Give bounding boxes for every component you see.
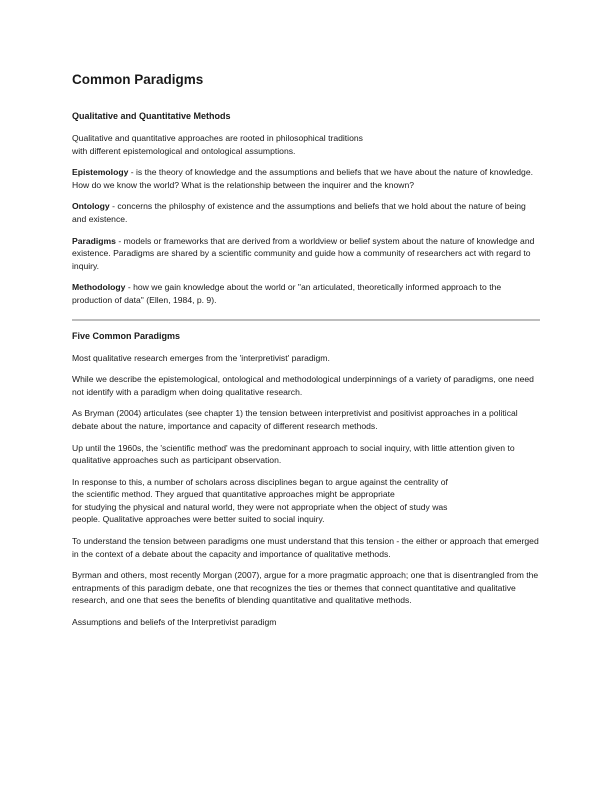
page-title: Common Paradigms <box>72 72 204 87</box>
intro-paragraph <box>72 132 542 157</box>
body-paragraph: As Bryman (2004) articulates (see chapter 1) the tension between interpretivist and positivist approaches in a political debate about the nature, importance and capacity of different research methods. <box>72 408 518 431</box>
definition-text: - models or frameworks that are derived from a worldview or belief system about the nature of knowledge and existence. Paradigms are shared by a scientific community and guide how a community of researchers act with regard to inquiry. <box>72 235 535 271</box>
document-body <box>72 71 542 638</box>
definition-term: Methodology <box>72 282 126 293</box>
intro-line: Qualitative and quantitative approaches are rooted in philosophical traditions <box>72 133 363 143</box>
body-paragraph: Byrman and others, most recently Morgan (2007), argue for a more pragmatic approach; one that is disentrangled from the entrapments of this paradigm debate, one that recognizes the ties or themes that connect quantitative and qualitative research, and one that sees the benefits of blending quantitative and qualitative methods. <box>72 570 539 606</box>
definition-epistemology <box>72 166 542 191</box>
response-paragraph <box>72 476 542 526</box>
body-paragraph: To understand the tension between paradigms one must understand that this tension - the either or approach that emerged in the context of a debate about the capacity and importance of qualitative methods. <box>72 536 539 559</box>
section-divider <box>72 319 540 321</box>
definition-text: - how we gain knowledge about the world or "an articulated, theoretically informed approach to the production of data" (Ellen, 1984, p. 9). <box>72 282 502 305</box>
section-heading-paradigms: Five Common Paradigms <box>72 330 181 341</box>
definition-ontology <box>72 200 542 225</box>
response-line: for studying the physical and natural world, they were not appropriate when the object of study was <box>72 501 448 512</box>
subsection-label: Assumptions and beliefs of the Interpretivist paradigm <box>72 617 277 628</box>
response-line: the scientific method. They argued that quantitative approaches might be appropriate <box>72 489 395 500</box>
definition-term: Paradigms <box>72 235 116 246</box>
definition-paradigms <box>72 235 542 273</box>
definition-text: - is the theory of knowledge and the assumptions and beliefs that we have about the nature of knowledge. How do we know the world? What is the relationship between the inquirer and the known? <box>72 167 534 190</box>
response-line: people. Qualitative approaches were better suited to social inquiry. <box>72 514 325 525</box>
section-heading-methods: Qualitative and Quantitative Methods <box>72 111 231 121</box>
definition-methodology <box>72 281 542 306</box>
definition-term: Ontology <box>72 201 110 212</box>
body-paragraph: Most qualitative research emerges from the 'interpretivist' paradigm. <box>72 352 330 363</box>
definition-term: Epistemology <box>72 167 129 178</box>
response-line: In response to this, a number of scholars across disciplines began to argue against the centrality of <box>72 476 448 487</box>
body-paragraph: Up until the 1960s, the 'scientific method' was the predominant approach to social inquiry, with little attention given to qualitative approaches such as participant observation. <box>72 442 515 466</box>
definition-text: - concerns the philosphy of existence and the assumptions and beliefs that we hold about the nature of being and existence. <box>72 201 526 224</box>
intro-line: with different epistemological and ontological assumptions. <box>72 145 296 156</box>
body-paragraph: While we describe the epistemological, ontological and methodological underpinnings of a variety of paradigms, one need not identify with a paradigm when doing qualitative research. <box>72 374 534 397</box>
